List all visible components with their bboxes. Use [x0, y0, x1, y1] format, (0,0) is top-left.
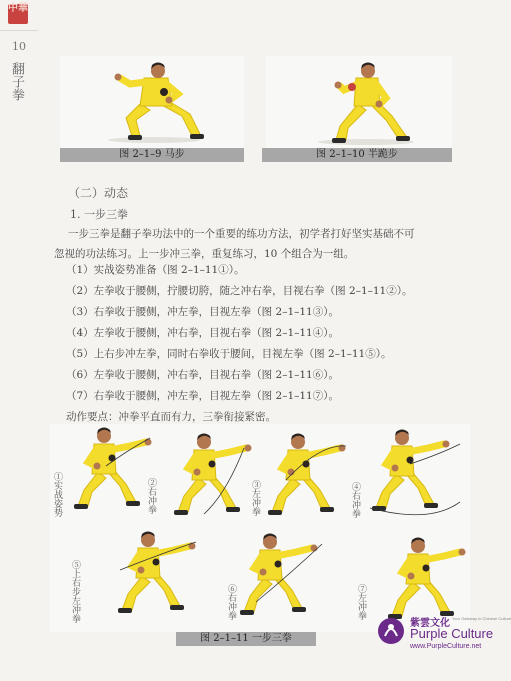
- figure-half-kneel-stance: [266, 56, 452, 148]
- seq-label-3: ③左冲拳: [250, 480, 260, 516]
- brand-name-en: Purple Culture: [410, 626, 494, 641]
- brand-url: www.PurpleCulture.net: [410, 643, 482, 650]
- figure-caption-2-1-10: 图 2–1–10 半跪步: [262, 148, 452, 162]
- subsection-heading: 1. 一步三拳: [70, 208, 128, 221]
- figure-caption-2-1-9: 图 2–1–9 马步: [60, 148, 244, 162]
- step-3: （3）右拳收于腰侧，冲左拳，目视左拳（图 2–1–11③）。: [66, 306, 339, 318]
- seq-label-1: ①实战姿势: [52, 472, 62, 517]
- sequence-illustration: [50, 424, 470, 632]
- brand-tagline: Your Gateway to Chinese Culture: [452, 616, 511, 621]
- step-1: （1）实战姿势准备（图 2–1–11①）。: [66, 264, 245, 276]
- step-6: （6）左拳收于腰侧，冲右拳，目视右拳（图 2–1–11⑥）。: [66, 369, 339, 381]
- step-5: （5）上右步冲左拳，同时右拳收于腰间，目视左拳（图 2–1–11⑤）。: [66, 348, 392, 360]
- seq-label-6: ⑥右冲拳: [226, 584, 236, 620]
- step-7: （7）右拳收于腰侧，冲左拳，目视左拳（图 2–1–11⑦）。: [66, 390, 339, 402]
- section-heading: （二）动态: [68, 186, 129, 200]
- martial-artist-illustration: [60, 56, 244, 148]
- step-2: （2）左拳收于腰侧，拧腰切胯，随之冲右拳，目视右拳（图 2–1–11②）。: [66, 285, 413, 297]
- book-side-title: 翻子拳: [9, 62, 24, 101]
- brand-name-cn: 紫雲文化: [410, 618, 450, 629]
- purple-culture-watermark: [374, 612, 511, 656]
- martial-artist-illustration: [266, 56, 452, 148]
- intro-line-2: 忽视的功法练习。上一步冲三拳，重复练习，10 个组合为一组。: [54, 248, 355, 260]
- seq-label-2: ②右冲拳: [146, 478, 156, 514]
- page-number: 10: [12, 40, 26, 53]
- purple-culture-logo-icon: [376, 616, 406, 646]
- seq-label-5: ⑤上右步左冲拳: [70, 560, 80, 623]
- key-points: 动作要点：冲拳平直而有力，三拳衔接紧密。: [66, 411, 276, 423]
- figure-caption-2-1-11: 图 2–1–11 一步三拳: [176, 632, 316, 646]
- seq-label-7: ⑦左冲拳: [356, 584, 366, 620]
- figure-horse-stance: [60, 56, 244, 148]
- intro-line-1: 一步三拳是翻子拳功法中的一个重要的练功方法，初学者打好坚实基础不可: [68, 228, 415, 240]
- figure-one-step-three-punches: [50, 424, 470, 632]
- header-divider: [0, 30, 38, 31]
- step-4: （4）左拳收于腰侧，冲右拳，目视右拳（图 2–1–11④）。: [66, 327, 339, 339]
- publisher-seal: 中華: [8, 4, 28, 24]
- seq-label-4: ④右冲拳: [350, 482, 360, 518]
